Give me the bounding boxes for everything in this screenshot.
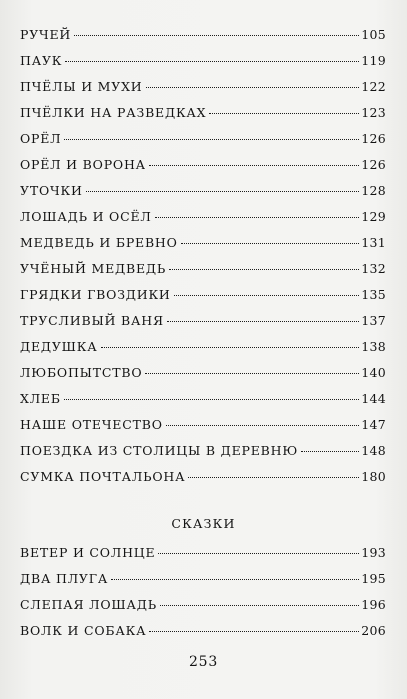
toc-entry-title: ВОЛК И СОБАКА xyxy=(20,623,147,638)
dot-leader xyxy=(301,450,359,452)
dot-leader xyxy=(209,112,359,114)
toc-entry-page: 138 xyxy=(361,339,386,354)
toc-entry-title: НАШЕ ОТЕЧЕСТВО xyxy=(20,417,163,432)
toc-entry xyxy=(20,365,386,391)
toc-entry xyxy=(20,27,386,53)
toc-entry xyxy=(20,597,386,623)
dot-leader xyxy=(149,164,359,166)
toc-entry xyxy=(20,443,386,469)
toc-entry-page: 119 xyxy=(361,53,386,68)
toc-entry xyxy=(20,339,386,365)
toc-entry xyxy=(20,261,386,287)
toc-entry xyxy=(20,287,386,313)
toc-entry-title: ПАУК xyxy=(20,53,63,68)
toc-entry-page: 126 xyxy=(361,157,386,172)
toc-entry-title: ГРЯДКИ ГВОЗДИКИ xyxy=(20,287,171,302)
dot-leader xyxy=(111,578,359,580)
toc-entry xyxy=(20,209,386,235)
toc-entry-page: 135 xyxy=(361,287,386,302)
dot-leader xyxy=(160,604,359,606)
dot-leader xyxy=(145,372,359,374)
dot-leader xyxy=(146,86,360,88)
toc-entry-page: 105 xyxy=(361,27,386,42)
toc-entry-page: 193 xyxy=(361,545,386,560)
dot-leader xyxy=(86,190,360,192)
toc-entry-page: 129 xyxy=(361,209,386,224)
toc-entry-title: СУМКА ПОЧТАЛЬОНА xyxy=(20,469,186,484)
dot-leader xyxy=(174,294,360,296)
toc-entry-page: 180 xyxy=(361,469,386,484)
dot-leader xyxy=(101,346,360,348)
dot-leader xyxy=(65,60,359,62)
toc-entry-page: 126 xyxy=(361,131,386,146)
section-heading: СКАЗКИ xyxy=(171,516,236,531)
toc-entry-page: 140 xyxy=(361,365,386,380)
page-number: 253 xyxy=(188,654,219,670)
toc-entry-title: СЛЕПАЯ ЛОШАДЬ xyxy=(20,597,157,612)
toc-entry-page: 122 xyxy=(361,79,386,94)
toc-entry-title: РУЧЕЙ xyxy=(20,27,72,42)
toc-entry-title: ДВА ПЛУГА xyxy=(20,571,109,586)
dot-leader xyxy=(167,320,359,322)
toc-entry xyxy=(20,623,386,649)
toc-entry-page: 147 xyxy=(361,417,386,432)
toc-entry xyxy=(20,469,386,495)
dot-leader xyxy=(155,216,360,218)
dot-leader xyxy=(181,242,360,244)
toc-entry-title: ЛЮБОПЫТСТВО xyxy=(20,365,143,380)
toc-entry xyxy=(20,313,386,339)
toc-entry-title: ПЧЁЛКИ НА РАЗВЕДКАХ xyxy=(20,105,207,120)
toc-entry xyxy=(20,105,386,131)
toc-entry xyxy=(20,571,386,597)
toc-entry-title: ЛОШАДЬ И ОСЁЛ xyxy=(20,209,152,224)
toc-entry-title: ОРЁЛ И ВОРОНА xyxy=(20,157,146,172)
dot-leader xyxy=(149,630,359,632)
toc-entry-page: 144 xyxy=(361,391,386,406)
toc-entry-page: 132 xyxy=(361,261,386,276)
dot-leader xyxy=(169,268,359,270)
dot-leader xyxy=(64,398,359,400)
dot-leader xyxy=(158,552,359,554)
toc-entry-title: ОРЁЛ xyxy=(20,131,62,146)
toc-entry-title: ХЛЕБ xyxy=(20,391,61,406)
toc-entry-title: ПОЕЗДКА ИЗ СТОЛИЦЫ В ДЕРЕВНЮ xyxy=(20,443,299,458)
toc-entry xyxy=(20,183,386,209)
table-of-contents-section xyxy=(20,545,386,649)
toc-entry-title: УЧЁНЫЙ МЕДВЕДЬ xyxy=(20,261,167,276)
toc-entry xyxy=(20,391,386,417)
toc-entry-page: 123 xyxy=(361,105,386,120)
dot-leader xyxy=(188,476,359,478)
toc-entry-title: ТРУСЛИВЫЙ ВАНЯ xyxy=(20,313,164,328)
toc-entry-title: ВЕТЕР И СОЛНЦЕ xyxy=(20,545,156,560)
toc-entry-page: 128 xyxy=(361,183,386,198)
dot-leader xyxy=(64,138,359,140)
toc-entry-page: 148 xyxy=(361,443,386,458)
toc-entry xyxy=(20,545,386,571)
toc-entry-page: 131 xyxy=(361,235,386,250)
toc-entry-page: 195 xyxy=(361,571,386,586)
toc-entry xyxy=(20,79,386,105)
toc-entry-page: 137 xyxy=(361,313,386,328)
toc-entry xyxy=(20,53,386,79)
dot-leader xyxy=(166,424,359,426)
toc-entry xyxy=(20,417,386,443)
toc-entry-title: УТОЧКИ xyxy=(20,183,83,198)
table-of-contents xyxy=(20,27,386,495)
dot-leader xyxy=(74,34,359,36)
toc-entry xyxy=(20,157,386,183)
toc-entry xyxy=(20,131,386,157)
toc-entry xyxy=(20,235,386,261)
toc-entry-page: 196 xyxy=(361,597,386,612)
toc-entry-page: 206 xyxy=(361,623,386,638)
toc-entry-title: МЕДВЕДЬ И БРЕВНО xyxy=(20,235,178,250)
toc-entry-title: ДЕДУШКА xyxy=(20,339,98,354)
toc-entry-title: ПЧЁЛЫ И МУХИ xyxy=(20,79,143,94)
